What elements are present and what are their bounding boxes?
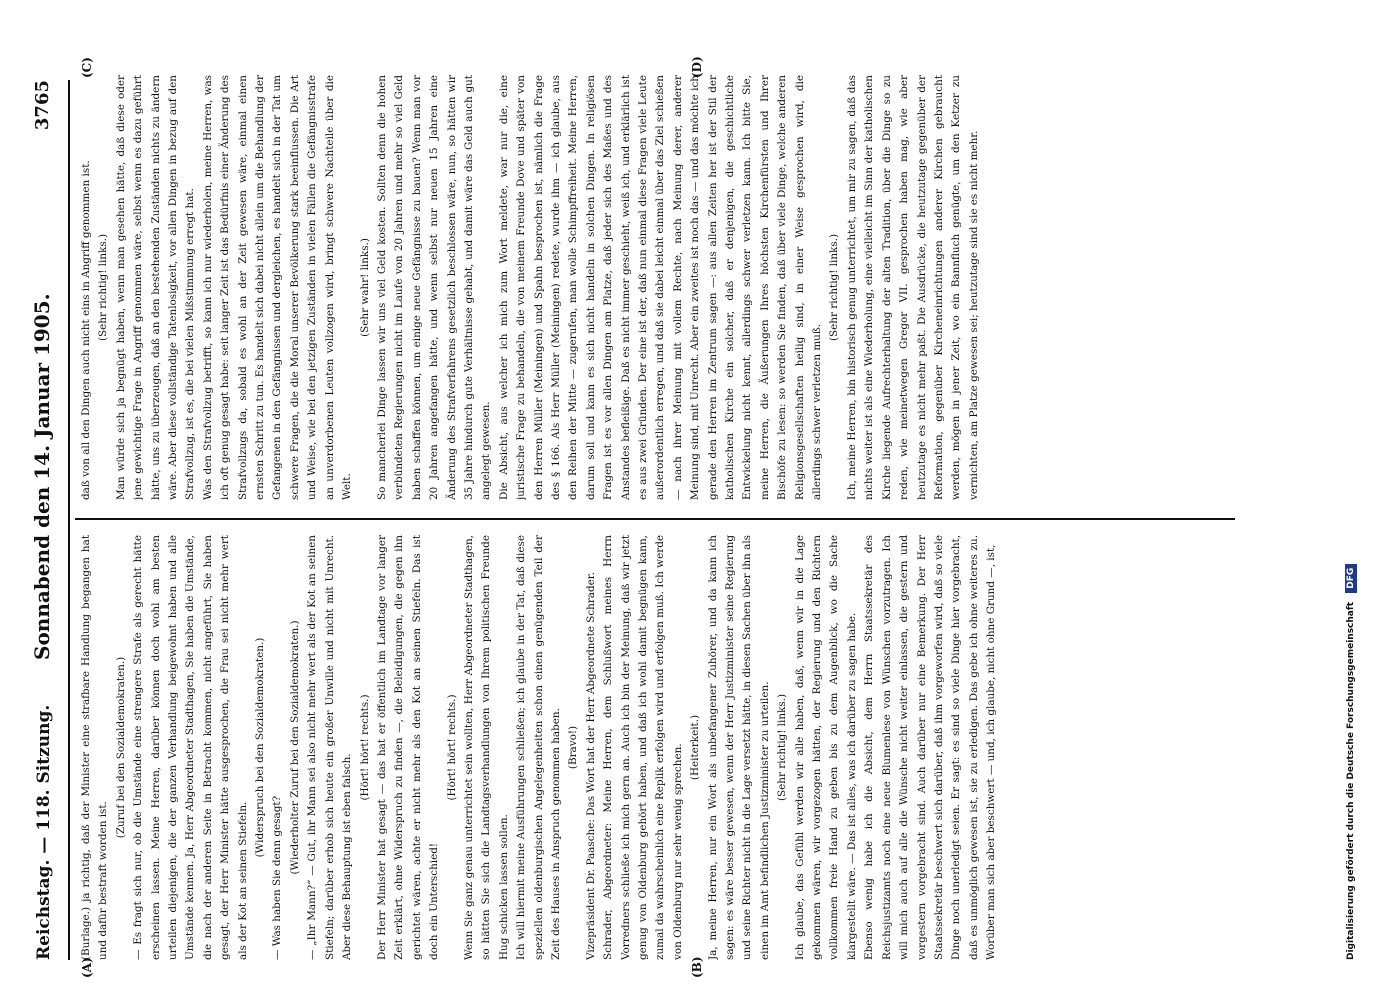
interjection: (Wiederholter Zuruf bei den Sozialdemokraten.) — [288, 620, 301, 875]
paragraph: — „Ihr Mann?“ — Gut, ihr Mann sei also nicht mehr wert als der Kot an seinen Stiefeln; darüber erhob sich heute ein großer Unwille und nicht mit Unrecht. Aber diese Behauptung ist eben falsch. — [306, 535, 354, 960]
left-column — [78, 535, 1228, 960]
paragraph: Ich, meine Herren, bin historisch genug unterrichtet, um mir zu sagen, daß das nichts weiter ist als eine Wiederholung, eine vielleicht im Sinn der katholischen Kirche liegende Aufrechterhaltung der alten Tradition, über die Dinge so zu reden, wie meinetwegen Gregor VII. gesprochen haben mag, wie aber heutzutage es nicht mehr paßt. Die Ausdrücke, die heutzutage gegenüber der Reformation, gegenüber Kircheneinrichtungen anderer Kirchen gebraucht werden, mögen in jener Zeit, wo ein Bannfluch genügte, um den Ketzer zu vernichten, am Platze gewesen sei; heutzutage sind sie es nicht mehr. — [845, 75, 980, 500]
interjection: (Hört! hört! rechts.) — [358, 694, 371, 801]
dfg-logo: DFG — [1345, 564, 1357, 593]
running-head: Reichstag. — 118. Sitzung. — [34, 704, 54, 960]
digitization-credit — [1345, 564, 1357, 960]
column-divider — [75, 518, 1235, 520]
credit-text: Digitalisierung gefördert durch die Deutsche Forschungsgemeinschaft — [1346, 601, 1356, 960]
paragraph: (Burlage.) ja richtig, daß der Minister eine strafbare Handlung begangen hat und dafür bestraft worden ist. — [80, 535, 110, 960]
paragraph: Ja, meine Herren, nur ein Wort als unbefangener Zuhörer, und da kann ich sagen: es wäre besser gewesen, wenn der Herr Justizminister seine Regierung und seine Richter nicht in die Lage versetzt hätte, in diesen Sachen über ihn als einen im Amt befindlichen Justizminister zu urteilen. — [706, 535, 771, 960]
interjection: (Widerspruch bei den Sozialdemokraten.) — [254, 637, 267, 858]
page-number: 3765 — [32, 80, 53, 131]
interjection: (Bravo!) — [567, 725, 580, 770]
section-marker-c: (C) — [80, 57, 94, 78]
section-marker-d: (D) — [690, 56, 704, 78]
paragraph: Vizepräsident Dr. Paasche: Das Wort hat der Herr Abgeordnete Schrader. — [584, 572, 597, 960]
interjection: (Sehr richtig! links.) — [776, 693, 789, 802]
paragraph: daß von all den Dingen auch nicht eins in Angriff genommen ist. — [80, 160, 92, 500]
interjection: (Sehr wahr! links.) — [358, 238, 371, 337]
paragraph: Was den Strafvollzug betrifft, so kann ich nur wiederholen, meine Herren, was ich oft genug gesagt habe: seit langer Zeit ist das Bedürfnis einer Änderung des Strafvollzugs da, sobald es wohl an der Zeit gewesen wäre, einmal einen ernsten Schritt zu tun. Es handelt sich dabei nicht allein um die Behandlung der Gefangenen in den Gefängnissen und dergleichen, es handelt sich in der Tat um schwere Fragen, die die Moral unserer Bevölkerung stark beeinflussen. Die Art und Weise, wie bei den jetzigen Zuständen in vielen Fällen die Gefängnisstrafe an unverdorbenen Leuten vollzogen wird, bringt schwere Nachteile über die Welt. — [201, 75, 354, 500]
paragraph: Man würde sich ja begnügt haben, wenn man gesehen hätte, daß diese oder jene gewichtige Frage in Angriff genommen wäre, selbst wenn es dazu geführt hätte, uns zu überzeugen, daß an den bestehenden Zuständen nichts zu ändern wäre. Aber diese vollständige Tatenlosigkeit, vor allen Dingen in bezug auf den Strafvollzug, ist es, die bei vielen Mißstimmung erregt hat. — [114, 75, 197, 500]
paragraph: Ich will hiermit meine Ausführungen schließen; ich glaube in der Tat, daß diese speziellen oldenburgischen Angelegenheiten schon einen genügenden Teil der Zeit des Hauses in Anspruch genommen haben. — [515, 535, 562, 960]
date-line: Sonnabend den 14. Januar 1905. — [30, 293, 54, 660]
paragraph: So mancherlei Dinge lassen wir uns viel Geld kosten. Sollten denn die hohen verbündeten Regierungen nicht im Laufe von 20 Jahren und mehr so viel Geld haben schaffen können, um einige neue Gefängnisse zu bauen? Wenn man vor 20 Jahren angefangen hätte, und wenn selbst nur neuen 15 Jahren eine Änderung des Strafverfahrens gesetzlich beschlossen wäre, nun, so hätten wir 35 Jahre hindurch gute Verhältnisse gehabt, und damit wäre das Geld auch gut angelegt gewesen. — [375, 75, 493, 500]
interjection: (Heiterkeit.) — [689, 714, 702, 781]
interjection: (Zuruf bei den Sozialdemokraten.) — [114, 656, 127, 839]
paragraph: Wenn Sie ganz genau unterrichtet sein wollten, Herr Abgeordneter Stadthagen, so hätten Sie sich die Landtagsverhandlungen von Ihrem politischen Freunde Hug schicken lassen sollen. — [462, 535, 510, 960]
interjection: (Hört! hört! rechts.) — [445, 694, 458, 801]
paragraph: Ebenso wenig habe ich die Absicht, dem Herrn Staatssekretär des Reichsjustizamts noch eine neue Blumenlese von Wünschen vorzutragen. Ich will mich auch auf alle die Wünsche nicht weiter einlassen, die gestern und vorgestern vorgebracht sind. Auch darüber nur eine Bemerkung. Der Herr Staatssekretär beschwert sich darüber, daß ihm vorgeworfen wird, daß so viele Dinge noch unerledigt seien. Er sagt: es sind so viele Dinge hier vorgebracht, daß es unmöglich gewesen ist, sie zu erledigen. Das gebe ich ohne weiteres zu. Worüber man sich aber beschwert — und, ich glaube, nicht ohne Grund —, ist, — [863, 535, 998, 960]
interjection: (Sehr richtig! links.) — [97, 233, 110, 342]
interjection: (Sehr richtig! links.) — [828, 233, 841, 342]
paragraph: — Es fragt sich nur, ob die Umstände eine strengere Strafe als gerecht hätte erscheinen lassen. Meine Herren, darüber können doch wohl am besten urteilen diejenigen, die der ganzen Verhandlung beigewohnt haben und alle Umstände kennen. Ja, Herr Abgeordneter Stadthagen, Sie haben die Umstände, die nach der anderen Seite in Betracht kommen, nicht angeführt, Sie haben gesagt, der Herr Minister hätte ausgesprochen, die Frau sei nicht mehr wert als der Kot an seinen Stiefeln. — [132, 535, 249, 960]
section-marker-b: (B) — [690, 956, 704, 978]
right-column — [78, 75, 1228, 500]
paragraph: Die Absicht, aus welcher ich mich zum Wort meldete, war nur die, eine juristische Frage zu behandeln, die von meinem Freunde Dove und später von den Herren Müller (Meiningen) und Spahn besprochen ist, nämlich die Frage des § 166. Als Herr Müller (Meiningen) redete, wurde ihm — ich glaube, aus den Reihen der Mitte — zugerufen, man wolle Schimpffreiheit. Meine Herren, darum soll und kann es sich nicht handeln in solchen Dingen. In religiösen Fragen ist es vor allen Dingen am Platze, daß jeder sich des Maßes und des Anstandes befleißige. Daß es nicht immer geschieht, weiß ich, und erklärlich ist es aus zwei Gründen. Der eine ist der, daß nun einmal diese Fragen viele Leute außerordentlich erregen, und daß sie dabei leicht einmal über das Ziel schießen — nach ihrer Meinung mit vollem Rechte, nach Meinung derer, anderer Meinung sind, mit Unrecht. Aber ein zweites ist noch das — und das möchte ich gerade den Herren im Zentrum sagen —: aus allen Zeiten her ist der Stil der katholischen Kirche ein solcher, daß er denjenigen, die geschichtliche Entwickelung nicht kennt, allerdings schwer verletzen kann. Ich bitte Sie, meine Herren, die Äußerungen Ihres höchsten Kirchenfürsten und Ihrer Bischöfe zu lesen: so werden Sie finden, daß über viele Dinge, welche anderen Religionsgesellschaften heilig sind, in einer Weise gesprochen wird, die allerdings schwer verletzen muß. — [497, 75, 824, 500]
paragraph: — Was haben Sie denn gesagt? — [271, 795, 284, 960]
paragraph: Schrader, Abgeordneter: Meine Herren, dem Schlußwort meines Herrn Vorredners schließe ich mich gern an. Auch ich bin der Meinung, daß wir jetzt genug von Oldenburg gehört haben, und daß ich wohl damit begnügen kann, zumal da wahrscheinlich eine Replik erfolgen wird und erfolgen muß. Ich werde von Oldenburg nur sehr wenig sprechen. — [602, 535, 684, 960]
paragraph: Ich glaube, das Gefühl werden wir alle haben, daß, wenn wir in die Lage gekommen wären, wir vorgezogen hätten, der Regierung und den Richtern vollkommen freie Hand zu geben bis zu dem Augenblick, wo die Sache klargestellt wäre. — Das ist alles, was ich darüber zu sagen habe. — [793, 535, 858, 960]
paragraph: Der Herr Minister hat gesagt — das hat er öffentlich im Landtage vor langer Zeit erklärt, ohne Widerspruch zu finden —, die Beleidigungen, die gegen ihn gerichtet wären, achte er nicht mehr als den Kot an seinen Stiefeln. Das ist doch ein Unterschied! — [375, 535, 441, 960]
section-marker-a: (A) — [80, 957, 94, 978]
page-header — [28, 80, 70, 960]
